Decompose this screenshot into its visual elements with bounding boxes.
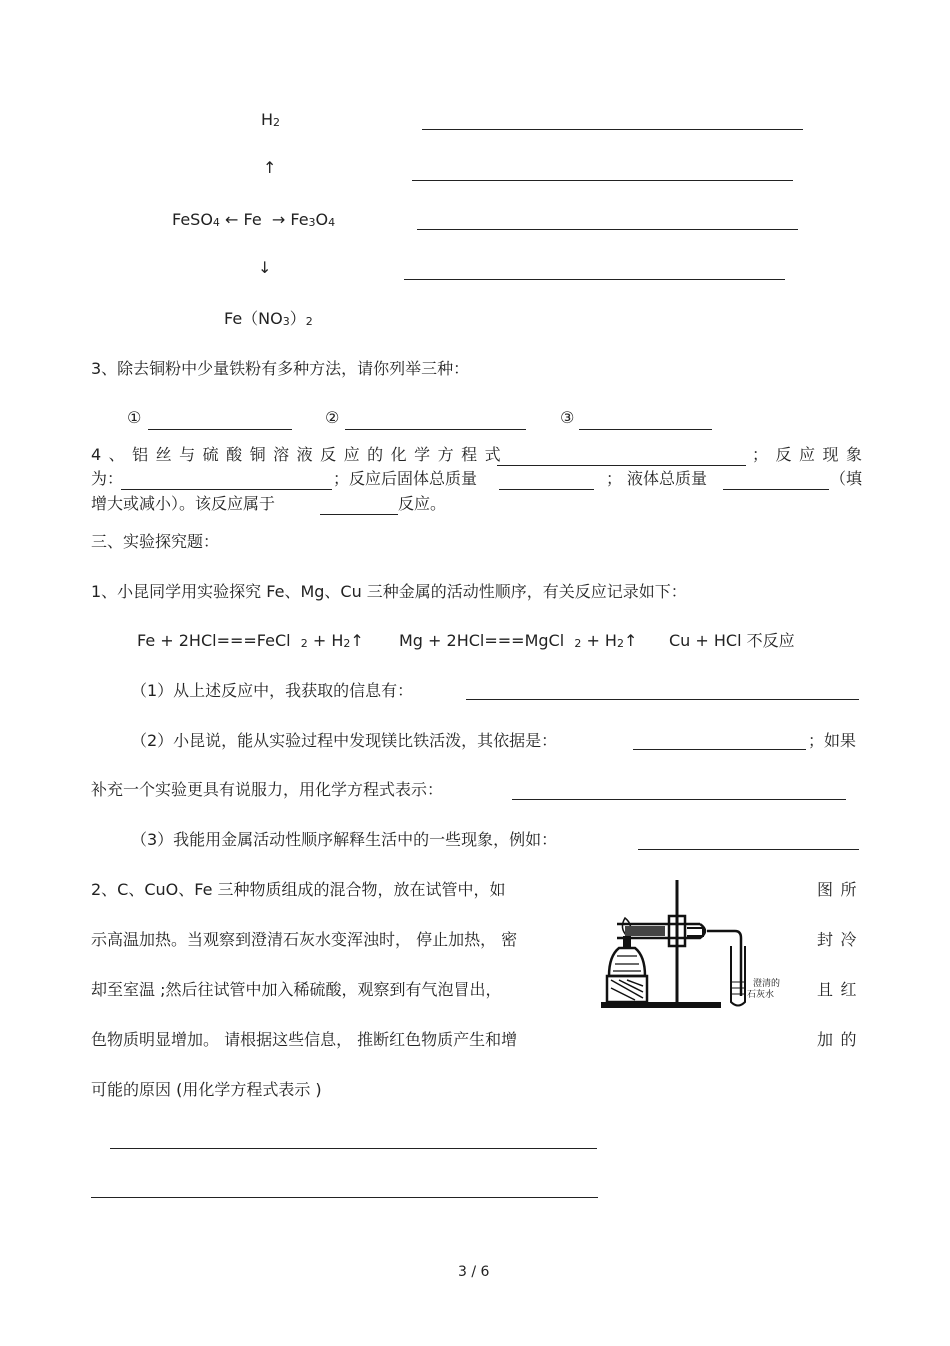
exp1-equation-2: Mg + 2HCl===MgCl 2 + H2↑ — [399, 631, 638, 650]
scheme-h2: H2 — [261, 110, 281, 129]
section-title: 三、实验探究题： — [91, 532, 220, 551]
answer-line[interactable] — [417, 229, 798, 230]
figure-label-2: 石灰水 — [747, 990, 775, 1000]
exp2-line2: 示高温加热。当观察到澄清石灰水变浑浊时， 停止加热， 密 — [91, 930, 518, 949]
exp2-line4: 色物质明显增加。 请根据这些信息， 推断红色物质产生和增 — [91, 1030, 518, 1049]
answer-line[interactable] — [91, 1197, 598, 1198]
answer-line[interactable] — [404, 279, 785, 280]
exp1-part2-tail: ；如果 — [808, 731, 857, 750]
answer-line[interactable] — [512, 799, 846, 800]
q4-line2-b: ；反应后固体总质量 — [333, 469, 478, 488]
exp1-part2-cont: 补充一个实验更具有说服力，用化学方程式表示： — [91, 780, 444, 799]
q4-line1-a: 4、铝丝与硫酸铜溶液反应的化学方程式 — [91, 445, 509, 464]
q4-line2-e: （填 — [830, 469, 863, 488]
answer-line[interactable] — [121, 489, 332, 490]
answer-line[interactable] — [499, 489, 594, 490]
exp1-intro: 1、小昆同学用实验探究 Fe、Mg、Cu 三种金属的活动性顺序，有关反应记录如下： — [91, 582, 687, 601]
q3-text: 3、除去铜粉中少量铁粉有多种方法，请你列举三种： — [91, 359, 470, 378]
exp1-part1: （1）从上述反应中，我获取的信息有： — [131, 681, 414, 700]
answer-line[interactable] — [638, 849, 859, 850]
exp2-line5: 可能的原因 (用化学方程式表示 ) — [91, 1080, 322, 1099]
figure-label-1: 澄清的 — [753, 979, 781, 989]
q4-line1-b: ；反应现象 — [752, 445, 870, 464]
answer-line[interactable] — [497, 465, 746, 466]
answer-line[interactable] — [148, 429, 292, 430]
answer-line[interactable] — [345, 429, 526, 430]
exp1-part3: （3）我能用金属活动性顺序解释生活中的一些现象，例如： — [131, 830, 558, 849]
exp2-line1-right: 图所 — [817, 880, 865, 899]
exp1-equation-3: Cu + HCl 不反应 — [669, 631, 795, 650]
answer-line[interactable] — [422, 129, 803, 130]
arrow-left-icon: ← — [225, 210, 239, 229]
q4-line3-b: 反应。 — [398, 494, 447, 513]
q4-line2-a: 为： — [91, 469, 124, 488]
q4-line3-a: 增大或减小）。该反应属于 — [91, 494, 276, 513]
page-number: 3 / 6 — [458, 1264, 490, 1280]
q4-line2-c: ； — [606, 469, 623, 488]
exp2-line1: 2、C、CuO、Fe 三种物质组成的混合物，放在试管中，如 — [91, 880, 506, 899]
exp2-line4-right: 加的 — [817, 1030, 865, 1049]
q3-marker-2: ② — [325, 408, 340, 427]
exp1-part2: （2）小昆说，能从实验过程中发现镁比铁活泼，其依据是： — [131, 731, 558, 750]
scheme-center-row: FeSO4 ← Fe → Fe3O4 — [172, 210, 336, 229]
answer-line[interactable] — [412, 180, 793, 181]
answer-line[interactable] — [466, 699, 859, 700]
arrow-right-icon: → — [271, 210, 286, 229]
q3-marker-3: ③ — [560, 408, 575, 427]
answer-line[interactable] — [723, 489, 829, 490]
answer-line[interactable] — [110, 1148, 597, 1149]
answer-line[interactable] — [633, 749, 806, 750]
arrow-down-icon: ↓ — [258, 258, 272, 277]
arrow-up-icon: ↑ — [263, 158, 277, 177]
exp1-equation-1: Fe + 2HCl===FeCl 2 + H2↑ — [137, 631, 364, 650]
apparatus-figure — [595, 876, 795, 1011]
exp2-line2-right: 封冷 — [817, 930, 865, 949]
answer-line[interactable] — [579, 429, 712, 430]
q3-marker-1: ① — [127, 408, 142, 427]
q4-line2-d: 液体总质量 — [627, 469, 708, 488]
exp2-line3: 却至室温 ;然后往试管中加入稀硫酸，观察到有气泡冒出， — [91, 980, 502, 999]
answer-line[interactable] — [320, 514, 398, 515]
scheme-fe-no3: Fe（NO3）2 — [224, 309, 313, 328]
exp2-line3-right: 且红 — [817, 980, 865, 999]
